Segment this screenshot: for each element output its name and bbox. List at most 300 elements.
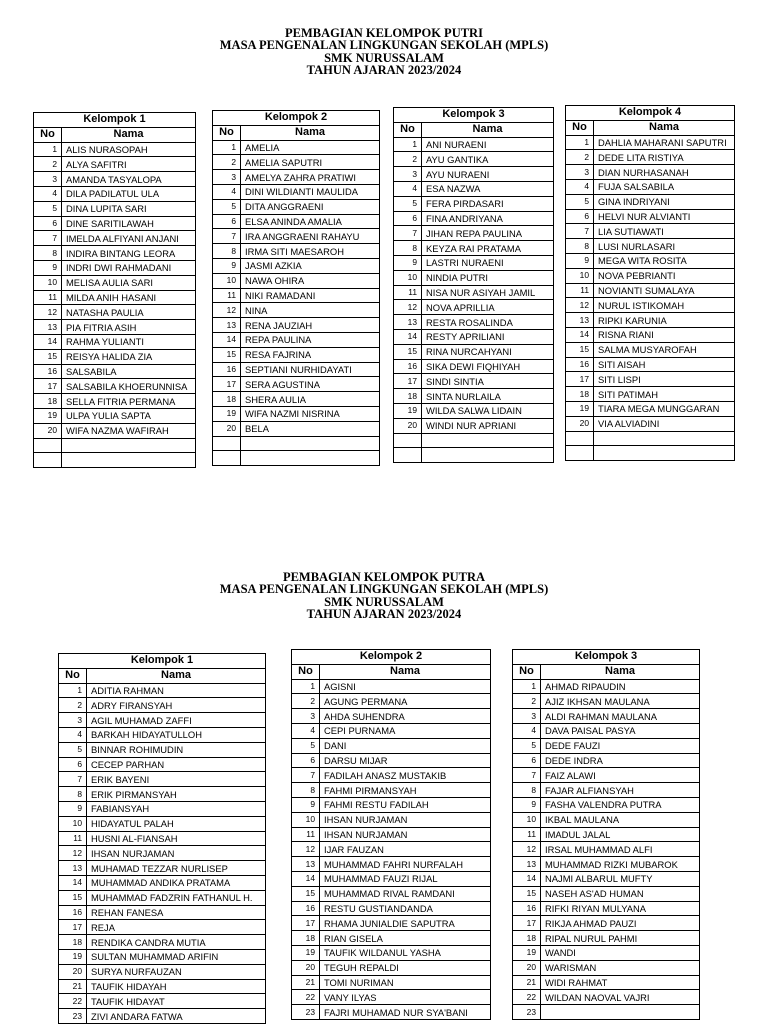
table-row (292, 931, 491, 946)
row-number: 3 (394, 167, 422, 182)
row-number: 20 (566, 416, 594, 431)
member-name: MUHAMMAD RIZKI MUBAROK (541, 857, 700, 872)
table-row (59, 920, 266, 935)
row-number: 2 (292, 694, 320, 709)
member-name: NATASHA PAULIA (62, 305, 196, 320)
row-number: 12 (34, 305, 62, 320)
member-name: WILDA SALWA LIDAIN (422, 403, 554, 418)
member-name: IRMA SITI MAESAROH (241, 244, 380, 259)
row-number: 16 (59, 905, 87, 920)
member-name: IMELDA ALFIYANI ANJANI (62, 231, 196, 246)
table-row (566, 342, 735, 357)
member-name: FAHMI RESTU FADILAH (320, 797, 491, 812)
row-number: 9 (566, 253, 594, 268)
table-row (213, 244, 380, 259)
row-number: 9 (513, 797, 541, 812)
member-name: IHSAN NURJAMAN (320, 827, 491, 842)
table-row (34, 423, 196, 438)
table-putri-kelompok-4 (565, 105, 735, 461)
blank-cell (62, 453, 196, 468)
table-row (513, 1005, 700, 1020)
row-number: 4 (213, 184, 241, 199)
blank-cell (34, 453, 62, 468)
table-row (59, 1009, 266, 1024)
member-name: SULTAN MUHAMMAD ARIFIN (87, 949, 266, 964)
row-number: 14 (59, 875, 87, 890)
row-number: 11 (34, 290, 62, 305)
member-name: TAUFIK HIDAYAT (87, 994, 266, 1009)
member-name: GINA INDRIYANI (594, 194, 735, 209)
table-row (34, 246, 196, 261)
table-row (59, 875, 266, 890)
blank-cell (422, 433, 554, 448)
member-name: RESTY APRILIANI (422, 329, 554, 344)
table-row (34, 394, 196, 409)
member-name: ERIK PIRMANSYAH (87, 787, 266, 802)
row-number: 18 (566, 387, 594, 402)
row-number: 8 (566, 239, 594, 254)
blank-cell (594, 446, 735, 461)
row-number: 6 (292, 753, 320, 768)
row-number: 10 (59, 816, 87, 831)
member-name: TOMI NURIMAN (320, 975, 491, 990)
member-name: AGUNG PERMANA (320, 694, 491, 709)
table-row (513, 679, 700, 694)
table-row (34, 201, 196, 216)
table-row (394, 300, 554, 315)
table-row (566, 416, 735, 431)
row-number: 3 (213, 170, 241, 185)
table-row (292, 945, 491, 960)
table-row (34, 186, 196, 201)
member-name: SALSABILA KHOERUNNISA (62, 379, 196, 394)
member-name: WINDI NUR APRIANI (422, 418, 554, 433)
table-row (292, 709, 491, 724)
table-row (59, 905, 266, 920)
row-number: 22 (513, 990, 541, 1005)
row-number: 1 (566, 135, 594, 150)
table-row (59, 757, 266, 772)
row-number: 8 (292, 783, 320, 798)
group-title-row (34, 113, 196, 128)
member-name: DAHLIA MAHARANI SAPUTRI (594, 135, 735, 150)
row-number: 12 (292, 842, 320, 857)
heading-year: TAHUN AJARAN 2023/2024 (306, 607, 462, 622)
row-number: 8 (34, 246, 62, 261)
group-title-row (213, 111, 380, 126)
table-row (59, 935, 266, 950)
table-row (394, 270, 554, 285)
table-putri-kelompok-2 (212, 110, 380, 466)
table-row (292, 842, 491, 857)
row-number: 14 (513, 871, 541, 886)
member-name: IRSAL MUHAMMAD ALFI (541, 842, 700, 857)
table-row (59, 994, 266, 1009)
member-name: SINTA NURLAILA (422, 389, 554, 404)
row-number: 23 (59, 1009, 87, 1024)
table-row (213, 377, 380, 392)
row-number: 5 (213, 199, 241, 214)
member-name: SURYA NURFAUZAN (87, 964, 266, 979)
member-name: SEPTIANI NURHIDAYATI (241, 362, 380, 377)
row-number: 6 (59, 757, 87, 772)
member-name: FAHMI PIRMANSYAH (320, 783, 491, 798)
table-row (566, 239, 735, 254)
table-row (34, 290, 196, 305)
group-title-row (394, 108, 554, 123)
row-number: 15 (213, 347, 241, 362)
table-row (513, 842, 700, 857)
table-row (566, 253, 735, 268)
table-row (292, 679, 491, 694)
row-number: 11 (213, 288, 241, 303)
row-number: 9 (59, 801, 87, 816)
member-name: RIPAL NURUL PAHMI (541, 931, 700, 946)
table-row (513, 990, 700, 1005)
table-row (394, 285, 554, 300)
member-name: TAUFIK HIDAYAH (87, 979, 266, 994)
member-name: SITI LISPI (594, 372, 735, 387)
table-row (59, 890, 266, 905)
row-number: 9 (34, 260, 62, 275)
member-name: WIFA NAZMA WAFIRAH (62, 423, 196, 438)
member-name: SELLA FITRIA PERMANA (62, 394, 196, 409)
row-number: 20 (513, 960, 541, 975)
member-name: NURUL ISTIKOMAH (594, 298, 735, 313)
table-row (513, 753, 700, 768)
table-row (292, 783, 491, 798)
row-number: 5 (394, 196, 422, 211)
table-row (394, 418, 554, 433)
table-row (394, 211, 554, 226)
member-name: AJIZ IKHSAN MAULANA (541, 694, 700, 709)
column-header-no: No (513, 664, 541, 679)
row-number: 11 (292, 827, 320, 842)
row-number: 11 (513, 827, 541, 842)
group-title: Kelompok 3 (513, 650, 700, 665)
table-row (513, 694, 700, 709)
row-number: 8 (394, 241, 422, 256)
member-name: AGIL MUHAMAD ZAFFI (87, 713, 266, 728)
member-name: BELA (241, 421, 380, 436)
column-header-nama: Nama (594, 120, 735, 135)
member-name: RAHMA YULIANTI (62, 334, 196, 349)
row-number: 14 (34, 334, 62, 349)
member-name: WANDI (541, 945, 700, 960)
column-header-no: No (59, 668, 87, 683)
table-row (292, 886, 491, 901)
member-name: DAVA PAISAL PASYA (541, 723, 700, 738)
table-row (292, 975, 491, 990)
member-name: AHMAD RIPAUDIN (541, 679, 700, 694)
row-number: 7 (566, 224, 594, 239)
row-number: 19 (59, 949, 87, 964)
row-number: 6 (566, 209, 594, 224)
table-row (292, 1005, 491, 1020)
table-row (394, 255, 554, 270)
row-number: 16 (292, 901, 320, 916)
group-title-row (566, 106, 735, 121)
member-name: LUSI NURLASARI (594, 239, 735, 254)
table-row (213, 140, 380, 155)
table-row (394, 344, 554, 359)
table-row (292, 960, 491, 975)
member-name: NISA NUR ASIYAH JAMIL (422, 285, 554, 300)
member-name: HIDAYATUL PALAH (87, 816, 266, 831)
row-number: 7 (394, 226, 422, 241)
member-name: ALDI RAHMAN MAULANA (541, 709, 700, 724)
row-number: 7 (292, 768, 320, 783)
table-putri-kelompok-1 (33, 112, 196, 468)
member-name: BINNAR ROHIMUDIN (87, 742, 266, 757)
member-name: KEYZA RAI PRATAMA (422, 241, 554, 256)
blank-row (213, 436, 380, 451)
table-row (34, 172, 196, 187)
row-number: 4 (292, 723, 320, 738)
member-name: RINA NURCAHYANI (422, 344, 554, 359)
table-row (34, 216, 196, 231)
column-header-row (394, 122, 554, 137)
member-name: MELISA AULIA SARI (62, 275, 196, 290)
table-row (292, 901, 491, 916)
row-number: 9 (394, 255, 422, 270)
row-number: 11 (394, 285, 422, 300)
column-header-row (59, 668, 266, 683)
table-row (292, 738, 491, 753)
row-number: 13 (213, 318, 241, 333)
member-name: MUHAMMAD ANDIKA PRATAMA (87, 875, 266, 890)
row-number: 7 (513, 768, 541, 783)
member-name: NINA (241, 303, 380, 318)
table-row (59, 861, 266, 876)
table-row (59, 772, 266, 787)
blank-cell (34, 438, 62, 453)
member-name: REPA PAULINA (241, 332, 380, 347)
row-number: 3 (34, 172, 62, 187)
member-name: VANY ILYAS (320, 990, 491, 1005)
table-row (59, 979, 266, 994)
table-row (213, 303, 380, 318)
member-name: RENA JAUZIAH (241, 318, 380, 333)
member-name: FINA ANDRIYANA (422, 211, 554, 226)
member-name: NINDIA PUTRI (422, 270, 554, 285)
table-row (394, 152, 554, 167)
row-number: 22 (59, 994, 87, 1009)
heading-event: MASA PENGENALAN LINGKUNGAN SEKOLAH (MPLS) (219, 38, 549, 53)
heading-event: MASA PENGENALAN LINGKUNGAN SEKOLAH (MPLS) (219, 582, 549, 597)
table-row (513, 960, 700, 975)
table-row (59, 727, 266, 742)
table-row (566, 327, 735, 342)
member-name: FADILAH ANASZ MUSTAKIB (320, 768, 491, 783)
blank-cell (394, 448, 422, 463)
row-number: 5 (566, 194, 594, 209)
member-name: BARKAH HIDAYATULLOH (87, 727, 266, 742)
member-name: MUHAMMAD FADZRIN FATHANUL H. (87, 890, 266, 905)
member-name: LIA SUTIAWATI (594, 224, 735, 239)
blank-cell (213, 451, 241, 466)
row-number: 23 (513, 1005, 541, 1020)
table-row (213, 229, 380, 244)
table-row (566, 372, 735, 387)
table-row (59, 801, 266, 816)
member-name: DITA ANGGRAENI (241, 199, 380, 214)
column-header-no: No (566, 120, 594, 135)
table-row (566, 268, 735, 283)
member-name: SERA AGUSTINA (241, 377, 380, 392)
table-row (292, 857, 491, 872)
column-header-no: No (292, 664, 320, 679)
member-name: NOVA APRILLIA (422, 300, 554, 315)
table-row (513, 768, 700, 783)
column-header-nama: Nama (87, 668, 266, 683)
blank-cell (241, 436, 380, 451)
row-number: 6 (513, 753, 541, 768)
member-name: AMELIA (241, 140, 380, 155)
row-number: 17 (34, 379, 62, 394)
member-name: MUHAMAD TEZZAR NURLISEP (87, 861, 266, 876)
row-number: 11 (59, 831, 87, 846)
table-row (213, 406, 380, 421)
table-row (394, 389, 554, 404)
group-title: Kelompok 1 (34, 113, 196, 128)
member-name: AHDA SUHENDRA (320, 709, 491, 724)
heading-school: SMK NURUSSALAM (324, 50, 444, 65)
table-row (34, 260, 196, 275)
row-number: 8 (59, 787, 87, 802)
member-name: MEGA WITA ROSITA (594, 253, 735, 268)
table-row (513, 827, 700, 842)
table-row (566, 387, 735, 402)
member-name: SALSABILA (62, 364, 196, 379)
table-row (59, 713, 266, 728)
table-row (59, 683, 266, 698)
member-name: ULPA YULIA SAPTA (62, 408, 196, 423)
row-number: 10 (566, 268, 594, 283)
table-row (394, 226, 554, 241)
column-header-nama: Nama (320, 664, 491, 679)
heading-year: TAHUN AJARAN 2023/2024 (306, 63, 462, 78)
table-row (213, 273, 380, 288)
row-number: 2 (513, 694, 541, 709)
column-header-row (34, 127, 196, 142)
table-row (34, 231, 196, 246)
member-name: DIAN NURHASANAH (594, 165, 735, 180)
member-name: RENDIKA CANDRA MUTIA (87, 935, 266, 950)
row-number: 13 (292, 857, 320, 872)
row-number: 6 (213, 214, 241, 229)
row-number: 13 (34, 320, 62, 335)
member-name: HUSNI AL-FIANSAH (87, 831, 266, 846)
table-row (566, 209, 735, 224)
row-number: 9 (213, 258, 241, 273)
row-number: 15 (59, 890, 87, 905)
row-number: 12 (59, 846, 87, 861)
member-name: WIDI RAHMAT (541, 975, 700, 990)
blank-row (34, 453, 196, 468)
table-row (34, 334, 196, 349)
member-name: DILA PADILATUL ULA (62, 186, 196, 201)
row-number: 1 (213, 140, 241, 155)
blank-cell (594, 431, 735, 446)
row-number: 2 (59, 698, 87, 713)
member-name: FASHA VALENDRA PUTRA (541, 797, 700, 812)
row-number: 5 (59, 742, 87, 757)
table-row (213, 155, 380, 170)
table-row (213, 214, 380, 229)
column-header-no: No (213, 125, 241, 140)
column-header-nama: Nama (422, 122, 554, 137)
group-title-row (59, 654, 266, 669)
table-row (213, 362, 380, 377)
row-number: 10 (394, 270, 422, 285)
member-name: TAUFIK WILDANUL YASHA (320, 945, 491, 960)
member-name: IMADUL JALAL (541, 827, 700, 842)
group-title: Kelompok 4 (566, 106, 735, 121)
table-row (59, 831, 266, 846)
member-name: RISNA RIANI (594, 327, 735, 342)
table-row (566, 135, 735, 150)
table-row (513, 812, 700, 827)
table-row (292, 871, 491, 886)
table-row (513, 738, 700, 753)
table-row (566, 313, 735, 328)
row-number: 10 (213, 273, 241, 288)
row-number: 8 (213, 244, 241, 259)
table-row (34, 408, 196, 423)
row-number: 17 (292, 916, 320, 931)
table-row (34, 142, 196, 157)
row-number: 14 (292, 871, 320, 886)
row-number: 5 (292, 738, 320, 753)
table-row (213, 199, 380, 214)
row-number: 18 (59, 935, 87, 950)
table-row (566, 298, 735, 313)
table-row (513, 783, 700, 798)
row-number: 2 (213, 155, 241, 170)
row-number: 12 (213, 303, 241, 318)
blank-row (394, 448, 554, 463)
row-number: 17 (513, 916, 541, 931)
row-number: 19 (213, 406, 241, 421)
row-number: 19 (513, 945, 541, 960)
member-name: TIARA MEGA MUNGGARAN (594, 401, 735, 416)
member-name: RIAN GISELA (320, 931, 491, 946)
row-number: 20 (34, 423, 62, 438)
row-number: 19 (34, 408, 62, 423)
table-row (213, 392, 380, 407)
member-name: SITI AISAH (594, 357, 735, 372)
table-row (213, 318, 380, 333)
blank-cell (422, 448, 554, 463)
row-number: 15 (34, 349, 62, 364)
row-number: 5 (513, 738, 541, 753)
group-title: Kelompok 2 (292, 650, 491, 665)
table-row (59, 698, 266, 713)
member-name: CEPI PURNAMA (320, 723, 491, 738)
member-name: HELVI NUR ALVIANTI (594, 209, 735, 224)
column-header-row (292, 664, 491, 679)
table-row (513, 931, 700, 946)
table-row (34, 320, 196, 335)
table-row (213, 170, 380, 185)
blank-row (394, 433, 554, 448)
member-name: DEDE LITA RISTIYA (594, 150, 735, 165)
row-number: 9 (292, 797, 320, 812)
member-name: LASTRI NURAENI (422, 255, 554, 270)
table-row (394, 181, 554, 196)
member-name: AMELIA SAPUTRI (241, 155, 380, 170)
